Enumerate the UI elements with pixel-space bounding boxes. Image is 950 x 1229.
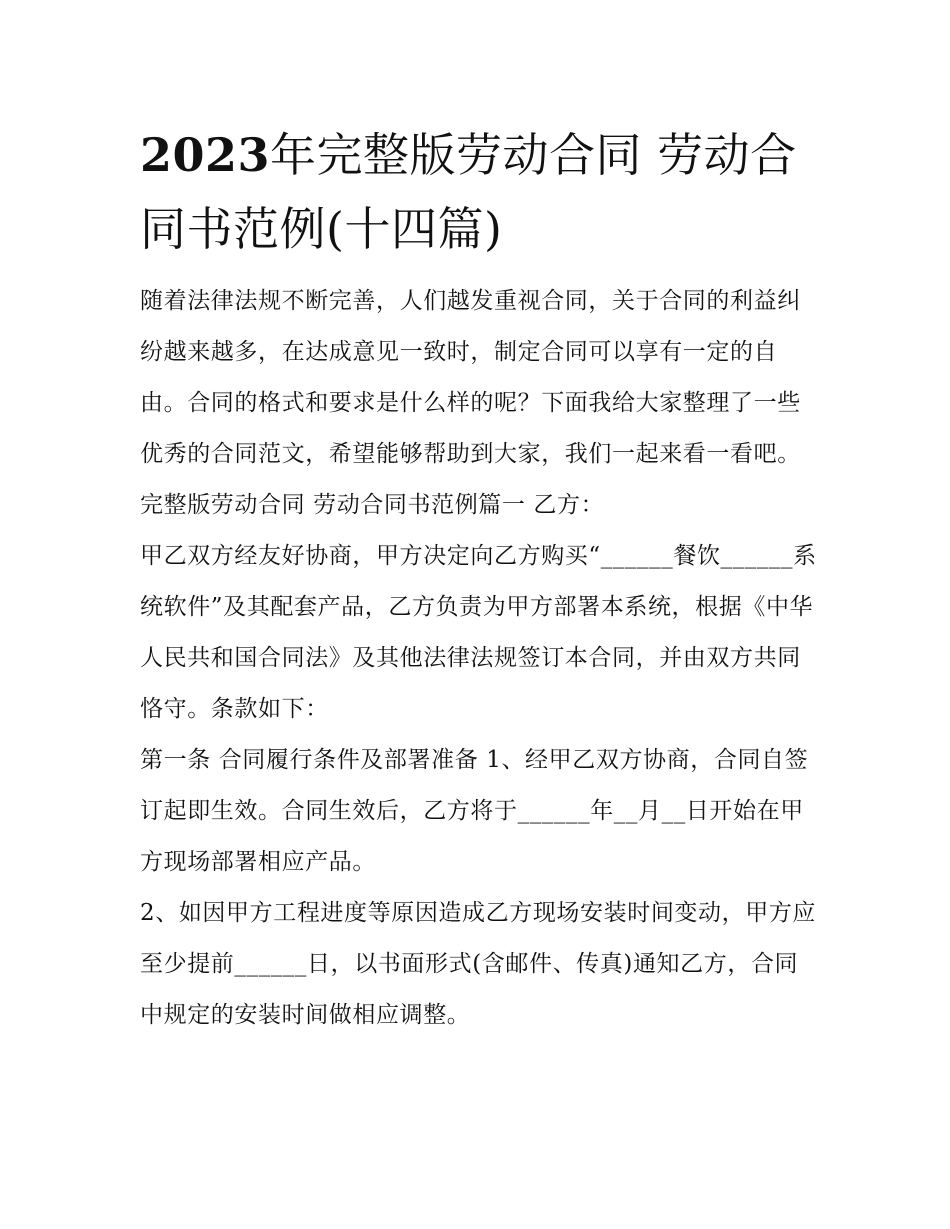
section-heading: 完整版劳动合同 劳动合同书范例篇一 乙方： [140,492,605,518]
intro-paragraph: 随着法律法规不断完善，人们越发重视合同，关于合同的利益纠纷越来越多，在达成意见一致时，制定合同可以享有一定的自由。合同的格式和要求是什么样的呢？下面我给大家整理了一些优秀的合同范文，希望能够帮助到大家，我们一起来看一看吧。 [140,288,801,467]
clause-paragraph: 第一条 合同履行条件及部署准备 1、经甲乙双方协商，合同自签订起即生效。合同生效后，乙方将于______年__月__日开始在甲方现场部署相应产品。 [140,747,809,875]
clause-paragraph: 2、如因甲方工程进度等原因造成乙方现场安装时间变动，甲方应至少提前______日，以书面形式(含邮件、传真)通知乙方，合同中规定的安装时间做相应调整。 [140,900,817,1028]
document-title-text: 年完整版劳动合同 劳动合同书范例(十四篇) [140,128,797,256]
document-title-number: 2023 [140,128,271,182]
document-title [140,118,830,266]
contract-paragraph: 甲乙双方经友好协商，甲方决定向乙方购买“______餐饮______系统软件”及其配套产品，乙方负责为甲方部署本系统，根据《中华人民共和国合同法》及其他法律法规签订本合同，并由双方共同恪守。条款如下： [140,543,817,722]
document-body [140,276,820,1041]
